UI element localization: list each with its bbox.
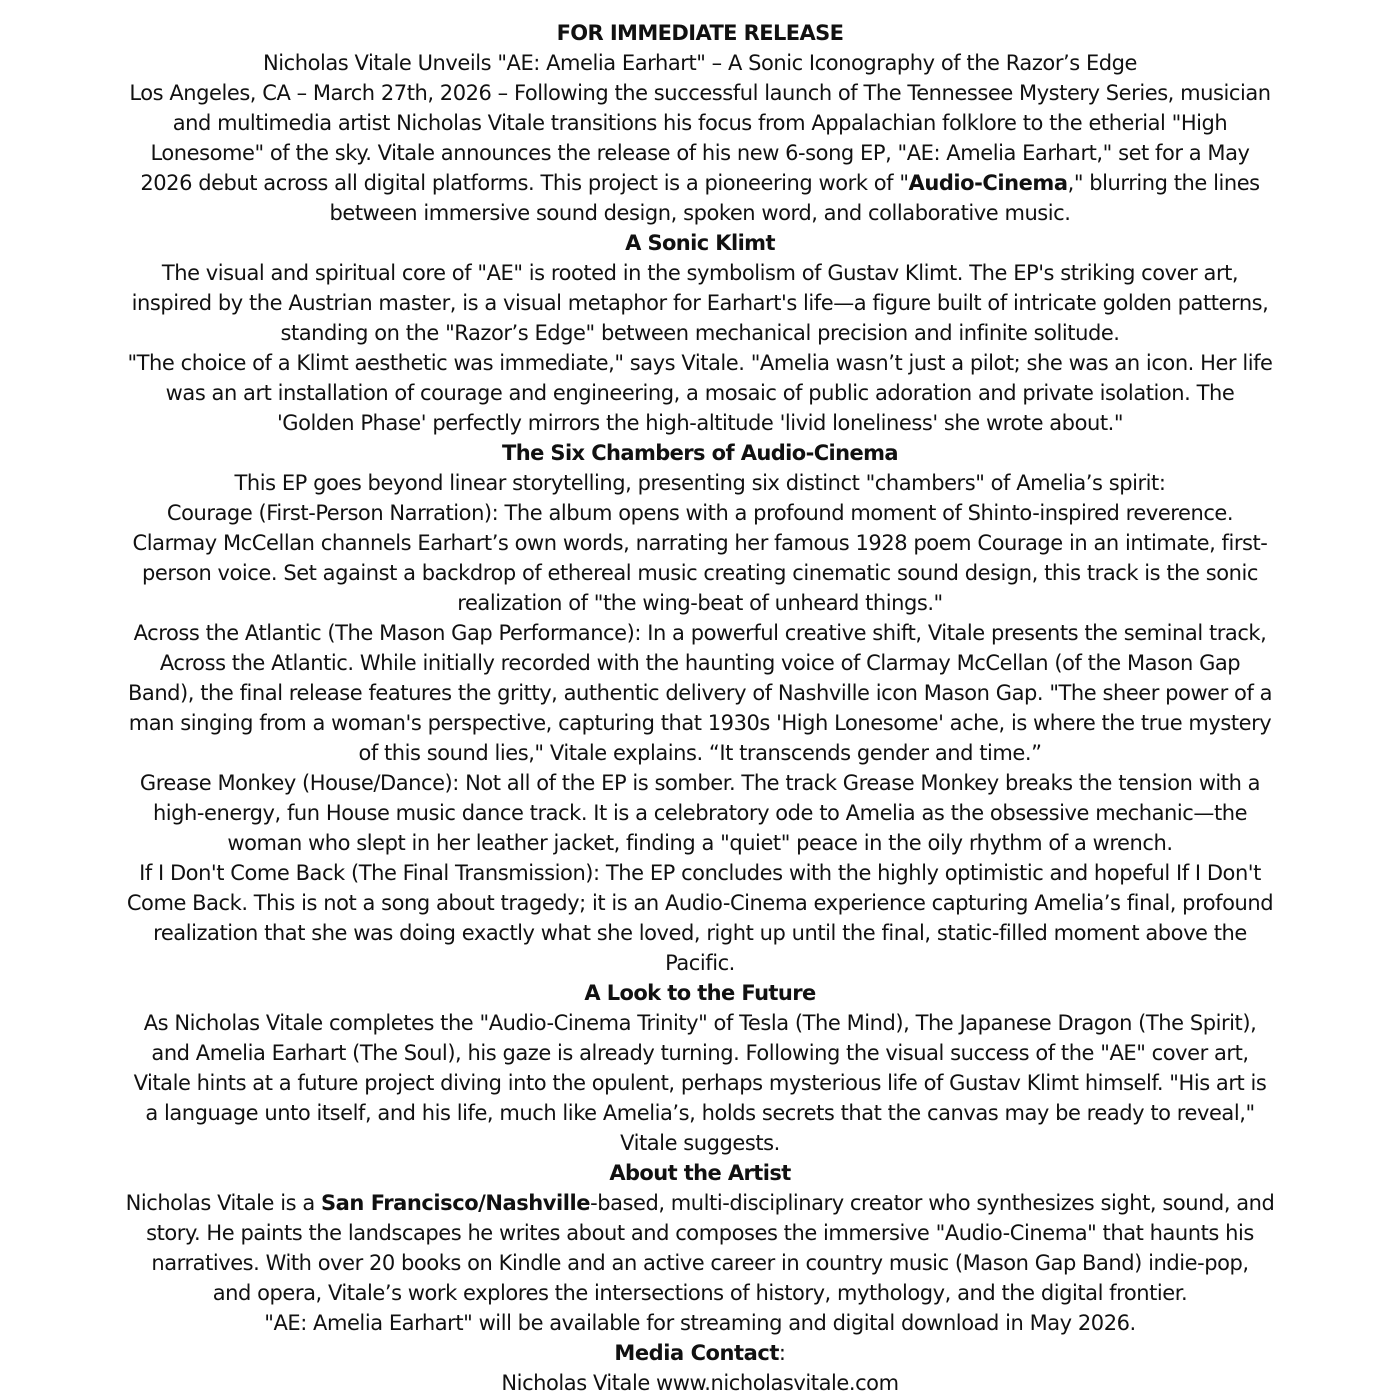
chambers-line-6: Across the Atlantic (The Mason Gap Performance): In a powerful creative shift, Vitale presents the seminal track, xyxy=(133,621,1267,645)
section-heading-chambers: The Six Chambers of Audio-Cinema xyxy=(502,441,898,465)
availability-line: "AE: Amelia Earhart" will be available for streaming and digital download in May 2026. xyxy=(264,1311,1136,1335)
chambers-line-11: Grease Monkey (House/Dance): Not all of the EP is somber. The track Grease Monkey breaks the tension with a xyxy=(139,771,1261,795)
chambers-line-17: Pacific. xyxy=(665,951,735,975)
chambers-line-7: Across the Atlantic. While initially recorded with the haunting voice of Clarmay McCellan (of the Mason Gap xyxy=(159,651,1241,675)
klimt-line-2: inspired by the Austrian master, is a visual metaphor for Earhart's life—a figure built of intricate golden patterns, xyxy=(131,291,1269,315)
chambers-line-4: person voice. Set against a backdrop of ethereal music creating cinematic sound design, this track is the sonic xyxy=(142,561,1258,585)
klimt-line-3: standing on the "Razor’s Edge" between mechanical precision and infinite solitude. xyxy=(280,321,1120,345)
chambers-line-15: Come Back. This is not a song about tragedy; it is an Audio-Cinema experience capturing Amelia’s final, profound xyxy=(126,891,1274,915)
chambers-line-2: Courage (First-Person Narration): The album opens with a profound moment of Shinto-inspired reverence. xyxy=(166,501,1234,525)
media-contact-line: Nicholas Vitale www.nicholasvitale.com xyxy=(501,1371,899,1395)
artist-line-1 xyxy=(0,1188,1400,1218)
media-contact-colon: : xyxy=(778,1341,786,1365)
audio-cinema-bold: Audio-Cinema xyxy=(908,171,1068,195)
chambers-line-9: man singing from a woman's perspective, capturing that 1930s 'High Lonesome' ache, is where the true mystery xyxy=(128,711,1272,735)
artist-line-1-after: -based, multi-disciplinary creator who synthesizes sight, sound, and xyxy=(590,1191,1275,1215)
media-contact-heading xyxy=(0,1338,1400,1368)
future-line-1: As Nicholas Vitale completes the "Audio-Cinema Trinity" of Tesla (The Mind), The Japanese Dragon (The Spirit), xyxy=(143,1011,1257,1035)
artist-line-4: and opera, Vitale’s work explores the intersections of history, mythology, and the digital frontier. xyxy=(212,1281,1188,1305)
section-heading-future: A Look to the Future xyxy=(584,981,816,1005)
chambers-line-14: If I Don't Come Back (The Final Transmission): The EP concludes with the highly optimistic and hopeful If I Don't xyxy=(139,861,1261,885)
chambers-line-1: This EP goes beyond linear storytelling, presenting six distinct "chambers" of Amelia’s spirit: xyxy=(234,471,1166,495)
intro-line-4 xyxy=(0,168,1400,198)
future-line-2: and Amelia Earhart (The Soul), his gaze is already turning. Following the visual success of the "AE" cover art, xyxy=(151,1041,1249,1065)
chambers-line-12: high-energy, fun House music dance track. It is a celebratory ode to Amelia as the obsessive mechanic—the xyxy=(152,801,1248,825)
section-heading-klimt: A Sonic Klimt xyxy=(625,231,775,255)
section-heading-artist: About the Artist xyxy=(609,1161,791,1185)
future-line-5: Vitale suggests. xyxy=(620,1131,780,1155)
intro-line-3: Lonesome" of the sky. Vitale announces the release of his new 6-song EP, "AE: Amelia Earhart," set for a May xyxy=(150,141,1250,165)
location-bold: San Francisco/Nashville xyxy=(320,1191,591,1215)
media-contact-label: Media Contact xyxy=(614,1341,779,1365)
future-line-4: a language unto itself, and his life, much like Amelia’s, holds secrets that the canvas may be ready to reveal," xyxy=(145,1101,1255,1125)
intro-line-4-after: ," blurring the lines xyxy=(1067,171,1260,195)
artist-line-1-before: Nicholas Vitale is a xyxy=(125,1191,321,1215)
klimt-line-4: "The choice of a Klimt aesthetic was immediate," says Vitale. "Amelia wasn’t just a pilot; she was an icon. Her life xyxy=(127,351,1273,375)
artist-line-3: narratives. With over 20 books on Kindle and an active career in country music (Mason Gap Band) indie-pop, xyxy=(151,1251,1249,1275)
chambers-line-5: realization of "the wing-beat of unheard things." xyxy=(457,591,943,615)
intro-line-5: between immersive sound design, spoken word, and collaborative music. xyxy=(329,201,1071,225)
chambers-line-3: Clarmay McCellan channels Earhart’s own words, narrating her famous 1928 poem Courage in an intimate, first- xyxy=(132,531,1268,555)
headline: Nicholas Vitale Unveils "AE: Amelia Earhart" – A Sonic Iconography of the Razor’s Edge xyxy=(262,51,1137,75)
klimt-line-5: was an art installation of courage and engineering, a mosaic of public adoration and private isolation. The xyxy=(165,381,1235,405)
release-tag: FOR IMMEDIATE RELEASE xyxy=(556,21,844,45)
chambers-line-10: of this sound lies," Vitale explains. “It transcends gender and time.” xyxy=(358,741,1042,765)
intro-line-2: and multimedia artist Nicholas Vitale transitions his focus from Appalachian folklore to the etherial "High xyxy=(172,111,1228,135)
chambers-line-8: Band), the final release features the gritty, authentic delivery of Nashville icon Mason Gap. "The sheer power of a xyxy=(127,681,1273,705)
future-line-3: Vitale hints at a future project diving into the opulent, perhaps mysterious life of Gustav Klimt himself. "His art is xyxy=(133,1071,1267,1095)
chambers-line-13: woman who slept in her leather jacket, finding a "quiet" peace in the oily rhythm of a wrench. xyxy=(227,831,1173,855)
intro-line-1: Los Angeles, CA – March 27th, 2026 – Following the successful launch of The Tennessee Mystery Series, musician xyxy=(129,81,1271,105)
klimt-line-1: The visual and spiritual core of "AE" is rooted in the symbolism of Gustav Klimt. The EP's striking cover art, xyxy=(161,261,1239,285)
artist-line-2: story. He paints the landscapes he writes about and composes the immersive "Audio-Cinema" that haunts his xyxy=(146,1221,1254,1245)
intro-line-4-before: 2026 debut across all digital platforms. This project is a pioneering work of " xyxy=(140,171,909,195)
klimt-line-6: 'Golden Phase' perfectly mirrors the high-altitude 'livid loneliness' she wrote about." xyxy=(276,411,1124,435)
chambers-line-16: realization that she was doing exactly what she loved, right up until the final, static-filled moment above the xyxy=(153,921,1247,945)
